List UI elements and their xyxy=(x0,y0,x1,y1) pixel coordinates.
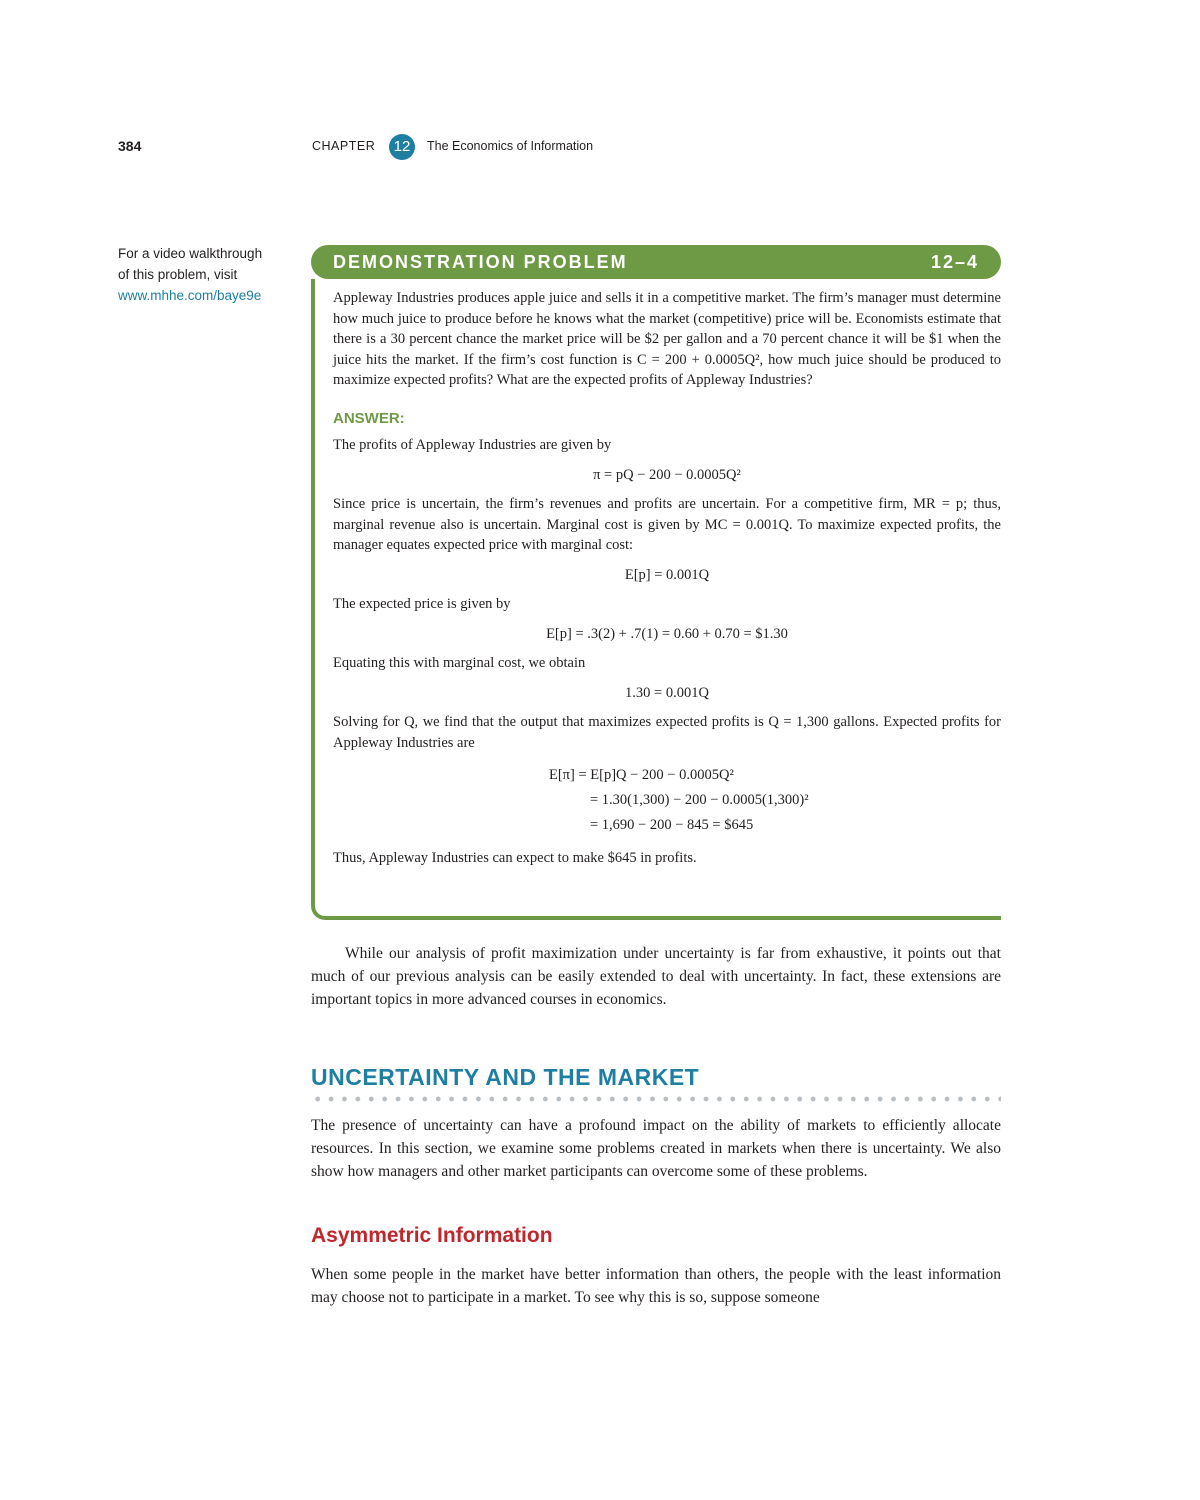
equation-expected-profit-1: E[π] = E[p]Q − 200 − 0.0005Q² xyxy=(549,767,734,783)
equation-expected-price: E[p] = .3(2) + .7(1) = 0.60 + 0.70 = $1.30 xyxy=(546,625,788,642)
body-paragraph xyxy=(311,942,1001,1011)
answer-text-3: The expected price is given by xyxy=(333,596,511,612)
demo-label: DEMONSTRATION PROBLEM xyxy=(333,252,628,272)
expected-profit-equations xyxy=(333,763,1001,838)
section-heading: UNCERTAINTY AND THE MARKET xyxy=(311,1064,700,1090)
subsection-heading: Asymmetric Information xyxy=(311,1224,553,1247)
answer-label: ANSWER: xyxy=(333,409,405,427)
subsection-paragraph xyxy=(311,1263,1001,1309)
body-paragraph-text: While our analysis of profit maximization under uncertainty is far from exhaustive, it points out that much of our previous analysis can be easily extended to deal with uncertainty. In fact, these extensions are important topics in more advanced courses in economics. xyxy=(311,945,1001,1008)
demo-number: 12–4 xyxy=(930,252,979,272)
equation-profit: π = pQ − 200 − 0.0005Q² xyxy=(593,466,741,483)
section-paragraph xyxy=(311,1114,1001,1183)
subsection-paragraph-text: When some people in the market have better information than others, the people with the least information may choose not to participate in a market. To see why this is so, suppose someone xyxy=(311,1266,1001,1306)
answer-text-5: Solving for Q, we find that the output that maximizes expected profits is Q = 1,300 gallons. Expected profits for Appleway Industries are xyxy=(333,714,1001,751)
page-number: 384 xyxy=(118,138,142,154)
answer-text-4: Equating this with marginal cost, we obtain xyxy=(333,655,586,671)
demonstration-problem-banner xyxy=(311,245,1001,279)
equation-equate: 1.30 = 0.001Q xyxy=(625,684,709,701)
sidenote-line-2: of this problem, visit xyxy=(118,267,238,282)
chapter-number-badge: 12 xyxy=(389,134,415,160)
chapter-title: The Economics of Information xyxy=(427,139,594,153)
chapter-label: CHAPTER xyxy=(312,139,376,153)
answer-text-2: Since price is uncertain, the firm’s revenues and profits are uncertain. For a competitive firm, MR = p; thus, marginal revenue also is uncertain. Marginal cost is given by MC = 0.001Q. To maximize expected profits, the manager equates expected price with marginal cost: xyxy=(333,496,1001,553)
demo-body xyxy=(333,288,1001,869)
equation-expected-price-mc: E[p] = 0.001Q xyxy=(624,566,710,583)
answer-text-1: The profits of Appleway Industries are given by xyxy=(333,437,612,453)
demo-problem-text: Appleway Industries produces apple juice and sells it in a competitive market. The firm’s manager must determine how much juice to produce before he knows what the market (competitive) price will be. Economists estimate that there is a 30 percent chance the market price will be $2 per gallon and a 70 percent chance it will be $1 when the juice hits the market. If the firm’s cost function is C = 200 + 0.0005Q², how much juice should be produced to maximize expected profits? What are the expected profits of Appleway Industries? xyxy=(333,290,1001,388)
sidenote-link[interactable]: www.mhhe.com/baye9e xyxy=(118,288,262,303)
section-paragraph-text: The presence of uncertainty can have a profound impact on the ability of markets to efficiently allocate resources. In this section, we examine some problems created in markets when there is uncertainty. We also show how managers and other market participants can overcome some of these problems. xyxy=(311,1117,1001,1180)
video-sidenote xyxy=(118,243,298,306)
equation-expected-profit-2: = 1.30(1,300) − 200 − 0.0005(1,300)² xyxy=(590,792,809,808)
dotted-rule xyxy=(311,1095,1001,1103)
equation-expected-profit-3: = 1,690 − 200 − 845 = $645 xyxy=(590,817,754,833)
answer-text-6: Thus, Appleway Industries can expect to make $645 in profits. xyxy=(333,850,697,866)
sidenote-line-1: For a video walkthrough xyxy=(118,246,263,261)
